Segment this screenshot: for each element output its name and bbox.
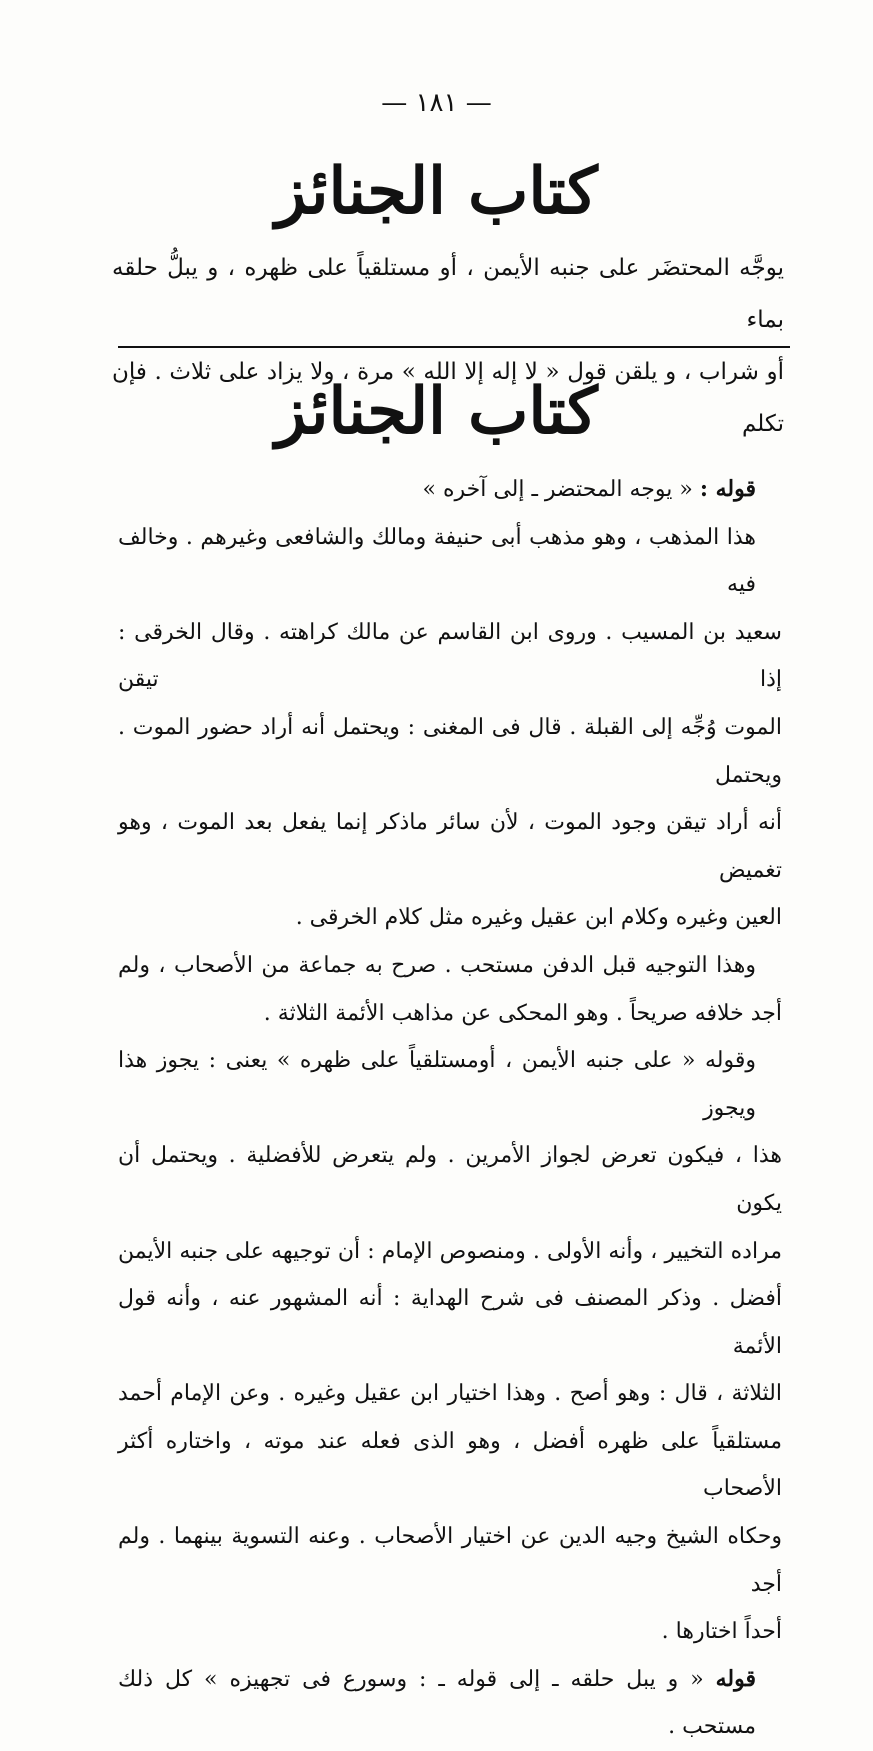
matn-line: أو شراب ، و يلقن قول « لا إله إلا الله » مرة ، ولا يزاد على ثلاث . فإن تكلم — [112, 359, 784, 437]
quoted-phrase: « يوجه المحتضر ـ إلى آخره » — [422, 477, 693, 502]
quoted-phrase: « و يبل حلقه ـ إلى قوله ـ : وسورع فى تجهيزه » كل ذلك مستحب . — [118, 1666, 756, 1740]
commentary-line: هذا ، فيكون تعرض لجواز الأمرين . ولم يتعرض للأفضلية . ويحتمل أن يكون — [118, 1143, 782, 1216]
commentary-line: مراده التخيير ، وأنه الأولى . ومنصوص الإمام : أن توجيهه على جنبه الأيمن — [118, 1238, 782, 1264]
commentary-line: وهذا التوجيه قبل الدفن مستحب . صرح به جماعة من الأصحاب ، ولم — [118, 952, 756, 978]
commentary-line: مستلقياً على ظهره أفضل ، وهو الذى فعله عند موته ، واختاره أكثر الأصحاب — [118, 1428, 782, 1502]
commentary-line: أفضل . وذكر المصنف فى شرح الهداية : أنه المشهور عنه ، وأنه قول الأئمة — [118, 1286, 782, 1359]
commentary-line: أحداً اختارها . — [661, 1619, 782, 1645]
commentary-line: العين وغيره وكلام ابن عقيل وغيره مثل كلام الخرقى . — [295, 905, 782, 931]
commentary-heading-line — [118, 466, 782, 514]
commentary-line: الثلاثة ، قال : وهو أصح . وهذا اختيار ابن عقيل وغيره . وعن الإمام أحمد — [118, 1381, 782, 1407]
commentary-line: الموت وُجِّه إلى القبلة . قال فى المغنى : ويحتمل أنه أراد حضور الموت . ويحتمل — [118, 714, 782, 788]
commentary-line: هذا المذهب ، وهو مذهب أبى حنيفة ومالك والشافعى وغيرهم . وخالف فيه — [118, 524, 756, 598]
separator-rule — [118, 346, 790, 348]
commentary-line: وقوله « على جنبه الأيمن ، أومستلقياً على ظهره » يعنى : يجوز هذا ويجوز — [118, 1048, 756, 1121]
section-title-matn: كتاب الجنائز — [275, 154, 598, 229]
commentary-text — [118, 466, 782, 1751]
commentary-heading-line — [118, 1656, 782, 1751]
section-title-commentary: كتاب الجنائز — [275, 374, 598, 449]
qawluhu-lead: قوله — [715, 1665, 756, 1692]
commentary-line: أجد خلافه صريحاً . وهو المحكى عن مذاهب الأئمة الثلاثة . — [263, 1000, 782, 1026]
commentary-line: وحكاه الشيخ وجيه الدين عن اختيار الأصحاب . وعنه التسوية بينهما . ولم أجد — [118, 1524, 782, 1597]
page-number: — ١٨١ — — [381, 88, 492, 118]
matn-line: يوجَّه المحتضَر على جنبه الأيمن ، أو مستلقياً على ظهره ، و يبلُّ حلقه بماء — [112, 255, 784, 333]
commentary-line: سعيد بن المسيب . وروى ابن القاسم عن مالك كراهته . وقال الخرقى : إذا تيقن — [118, 619, 782, 693]
qawluhu-lead: قوله : — [699, 476, 756, 502]
commentary-line: أنه أراد تيقن وجود الموت ، لأن سائر ماذكر إنما يفعل بعد الموت ، وهو تغميض — [118, 810, 782, 883]
